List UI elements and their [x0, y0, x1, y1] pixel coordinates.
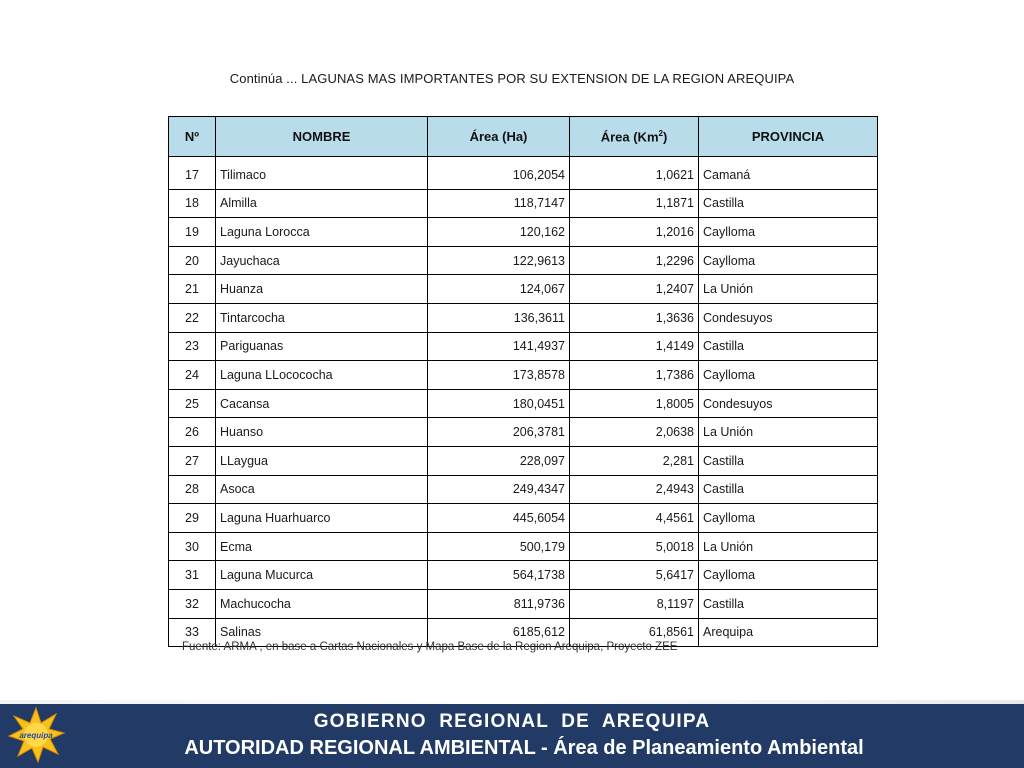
table-row: [169, 504, 878, 533]
cell-province: Castilla: [699, 446, 878, 475]
cell-province: Castilla: [699, 475, 878, 504]
cell-area-ha: 106,2054: [428, 157, 570, 190]
cell-area-km: 2,4943: [570, 475, 699, 504]
cell-area-ha: 228,097: [428, 446, 570, 475]
table-row: [169, 475, 878, 504]
footer-autoridad-ambiental: [0, 737, 1024, 760]
cell-province: Arequipa: [699, 618, 878, 647]
cell-province: Camaná: [699, 157, 878, 190]
cell-name: Jayuchaca: [216, 246, 428, 275]
cell-num: 23: [169, 332, 216, 361]
header-num: Nº: [169, 117, 216, 157]
table-row: [169, 361, 878, 390]
cell-name: Ecma: [216, 532, 428, 561]
cell-province: Caylloma: [699, 561, 878, 590]
cell-name: Tintarcocha: [216, 303, 428, 332]
cell-area-km: 2,0638: [570, 418, 699, 447]
table-body: [169, 157, 878, 647]
table-row: [169, 246, 878, 275]
cell-name: Laguna Mucurca: [216, 561, 428, 590]
table-row: [169, 303, 878, 332]
table-row: [169, 332, 878, 361]
logo-text: arequipa: [19, 731, 53, 740]
header-area-km: [570, 117, 699, 157]
cell-name: Laguna Huarhuarco: [216, 504, 428, 533]
cell-num: 20: [169, 246, 216, 275]
cell-num: 31: [169, 561, 216, 590]
cell-area-km: 2,281: [570, 446, 699, 475]
cell-area-km: 1,8005: [570, 389, 699, 418]
cell-area-km: 8,1197: [570, 589, 699, 618]
cell-num: 21: [169, 275, 216, 304]
cell-area-km: 61,8561: [570, 618, 699, 647]
footer-line2-rest: Área de Planeamiento Ambiental: [547, 737, 864, 759]
source-note: Fuente: ARMA , en base a Cartas Nacionales y Mapa Base de la Region Arequipa, Proyecto ZEE: [182, 641, 678, 653]
header-area-km-prefix: Área (Km: [600, 129, 659, 145]
cell-num: 33: [169, 618, 216, 647]
cell-num: 29: [169, 504, 216, 533]
cell-province: La Unión: [699, 532, 878, 561]
cell-province: Caylloma: [699, 246, 878, 275]
table-row: [169, 189, 878, 218]
cell-name: LLaygua: [216, 446, 428, 475]
cell-area-ha: 118,7147: [428, 189, 570, 218]
cell-area-ha: 120,162: [428, 218, 570, 247]
header-area-ha: Área (Ha): [428, 117, 570, 157]
cell-area-ha: 500,179: [428, 532, 570, 561]
cell-area-ha: 811,9736: [428, 589, 570, 618]
cell-num: 17: [169, 157, 216, 190]
cell-area-ha: 136,3611: [428, 303, 570, 332]
cell-area-ha: 249,4347: [428, 475, 570, 504]
cell-area-ha: 6185,612: [428, 618, 570, 647]
cell-name: Huanza: [216, 275, 428, 304]
cell-num: 26: [169, 418, 216, 447]
cell-name: Cacansa: [216, 389, 428, 418]
lagunas-table: [168, 116, 878, 647]
header-area-km-sup: 2: [658, 128, 663, 138]
cell-num: 25: [169, 389, 216, 418]
cell-name: Machucocha: [216, 589, 428, 618]
table-row: [169, 532, 878, 561]
cell-num: 24: [169, 361, 216, 390]
cell-num: 28: [169, 475, 216, 504]
cell-area-km: 1,1871: [570, 189, 699, 218]
table-row: [169, 275, 878, 304]
cell-num: 27: [169, 446, 216, 475]
cell-area-ha: 206,3781: [428, 418, 570, 447]
table-row: [169, 446, 878, 475]
cell-area-ha: 445,6054: [428, 504, 570, 533]
cell-area-km: 1,2016: [570, 218, 699, 247]
footer-line2-bold: AUTORIDAD REGIONAL AMBIENTAL -: [184, 737, 548, 759]
cell-num: 30: [169, 532, 216, 561]
header-area-km-suffix: ): [662, 129, 668, 145]
cell-num: 19: [169, 218, 216, 247]
cell-province: Castilla: [699, 332, 878, 361]
cell-province: Caylloma: [699, 361, 878, 390]
cell-area-km: 4,4561: [570, 504, 699, 533]
table-header-row: [169, 117, 878, 157]
lagunas-table-container: [168, 116, 877, 647]
cell-area-km: 5,6417: [570, 561, 699, 590]
cell-area-km: 1,0621: [570, 157, 699, 190]
cell-name: Laguna LLocococha: [216, 361, 428, 390]
cell-name: Salinas: [216, 618, 428, 647]
cell-area-km: 1,7386: [570, 361, 699, 390]
table-row: [169, 561, 878, 590]
cell-province: Castilla: [699, 189, 878, 218]
table-row: [169, 157, 878, 190]
cell-province: Condesuyos: [699, 389, 878, 418]
cell-name: Asoca: [216, 475, 428, 504]
cell-num: 18: [169, 189, 216, 218]
cell-province: La Unión: [699, 418, 878, 447]
cell-area-ha: 141,4937: [428, 332, 570, 361]
cell-province: Condesuyos: [699, 303, 878, 332]
header-province: PROVINCIA: [699, 117, 878, 157]
cell-province: La Unión: [699, 275, 878, 304]
cell-num: 32: [169, 589, 216, 618]
cell-area-km: 1,2407: [570, 275, 699, 304]
cell-name: Pariguanas: [216, 332, 428, 361]
cell-name: Huanso: [216, 418, 428, 447]
cell-area-ha: 180,0451: [428, 389, 570, 418]
table-row: [169, 418, 878, 447]
table-row: [169, 389, 878, 418]
cell-num: 22: [169, 303, 216, 332]
cell-province: Caylloma: [699, 218, 878, 247]
cell-area-km: 1,2296: [570, 246, 699, 275]
table-row: [169, 589, 878, 618]
cell-area-ha: 124,067: [428, 275, 570, 304]
cell-province: Castilla: [699, 589, 878, 618]
cell-area-km: 1,3636: [570, 303, 699, 332]
cell-name: Tilimaco: [216, 157, 428, 190]
cell-area-km: 1,4149: [570, 332, 699, 361]
cell-area-km: 5,0018: [570, 532, 699, 561]
table-title: Continúa ... LAGUNAS MAS IMPORTANTES POR SU EXTENSION DE LA REGION AREQUIPA: [229, 71, 795, 86]
cell-name: Almilla: [216, 189, 428, 218]
cell-area-ha: 564,1738: [428, 561, 570, 590]
table-row: [169, 218, 878, 247]
cell-area-ha: 173,8578: [428, 361, 570, 390]
cell-name: Laguna Lorocca: [216, 218, 428, 247]
header-name: NOMBRE: [216, 117, 428, 157]
cell-area-ha: 122,9613: [428, 246, 570, 275]
footer-gobierno-regional: GOBIERNO REGIONAL DE AREQUIPA: [313, 711, 711, 732]
cell-province: Caylloma: [699, 504, 878, 533]
